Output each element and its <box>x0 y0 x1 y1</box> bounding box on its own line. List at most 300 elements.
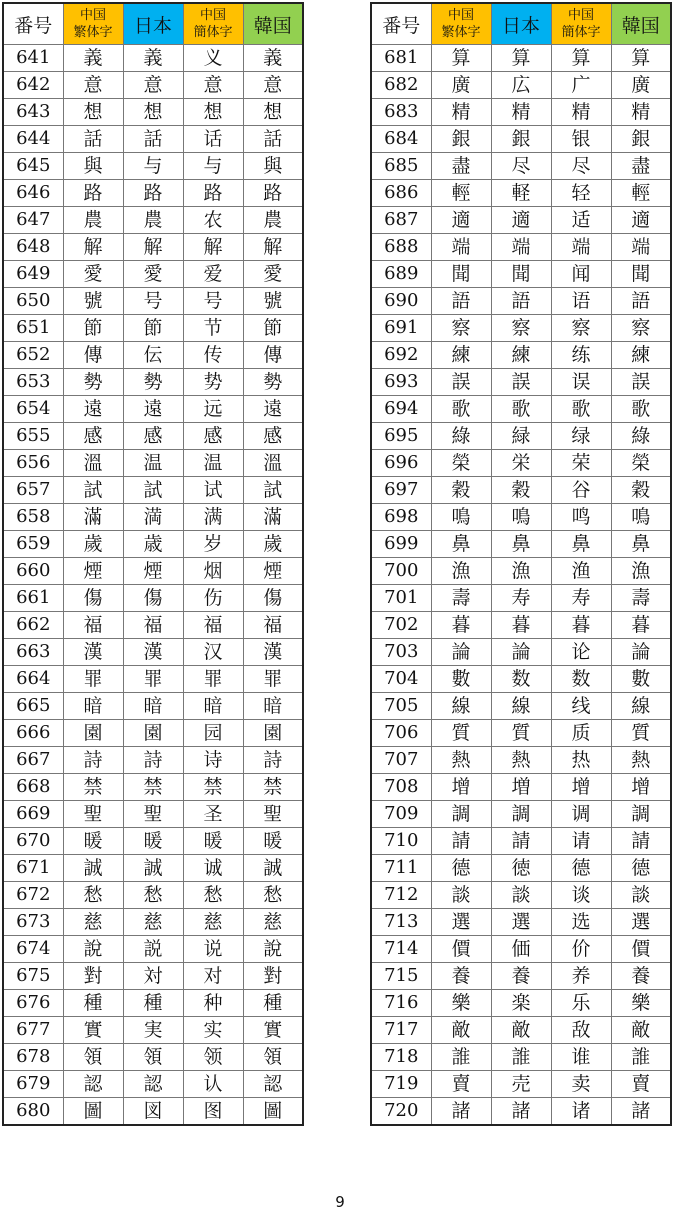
cell-japanese: 愛 <box>123 261 183 288</box>
cell-chinese-traditional: 選 <box>431 909 491 936</box>
cell-chinese-traditional: 盡 <box>431 153 491 180</box>
table-row <box>371 261 671 288</box>
cell-chinese-traditional: 廣 <box>431 72 491 99</box>
cell-number: 676 <box>3 990 63 1017</box>
cell-number: 717 <box>371 1017 431 1044</box>
header-korean: 韓国 <box>243 3 303 45</box>
cell-japanese: 広 <box>491 72 551 99</box>
cell-number: 654 <box>3 396 63 423</box>
cell-chinese-simplified: 卖 <box>551 1071 611 1098</box>
header-line: 中国 <box>79 8 106 23</box>
cell-japanese: 請 <box>491 828 551 855</box>
table-row <box>3 612 303 639</box>
cell-korean: 煙 <box>243 558 303 585</box>
cell-japanese: 遠 <box>123 396 183 423</box>
cell-chinese-traditional: 穀 <box>431 477 491 504</box>
cell-number: 647 <box>3 207 63 234</box>
cell-japanese: 売 <box>491 1071 551 1098</box>
cell-chinese-traditional: 談 <box>431 882 491 909</box>
cell-chinese-simplified: 汉 <box>183 639 243 666</box>
cell-korean: 詩 <box>243 747 303 774</box>
cell-chinese-simplified: 论 <box>551 639 611 666</box>
header-line: 中国 <box>199 8 226 23</box>
table-row <box>3 153 303 180</box>
cell-korean: 增 <box>611 774 671 801</box>
header-chinese-traditional <box>431 3 491 45</box>
cell-chinese-simplified: 绿 <box>551 423 611 450</box>
cell-chinese-traditional: 慈 <box>63 909 123 936</box>
cell-number: 664 <box>3 666 63 693</box>
cell-chinese-simplified: 尽 <box>551 153 611 180</box>
cell-number: 682 <box>371 72 431 99</box>
kanji-table-left <box>2 2 304 1126</box>
table-row <box>3 261 303 288</box>
cell-japanese: 慈 <box>123 909 183 936</box>
cell-chinese-traditional: 榮 <box>431 450 491 477</box>
cell-chinese-traditional: 壽 <box>431 585 491 612</box>
cell-chinese-simplified: 诚 <box>183 855 243 882</box>
cell-chinese-traditional: 鳴 <box>431 504 491 531</box>
cell-chinese-traditional: 賣 <box>431 1071 491 1098</box>
cell-japanese: 誠 <box>123 855 183 882</box>
cell-number: 669 <box>3 801 63 828</box>
table-row <box>3 45 303 72</box>
cell-chinese-traditional: 養 <box>431 963 491 990</box>
cell-chinese-simplified: 养 <box>551 963 611 990</box>
table-row <box>3 1017 303 1044</box>
cell-number: 697 <box>371 477 431 504</box>
table-row <box>371 234 671 261</box>
cell-korean: 暗 <box>243 693 303 720</box>
cell-japanese: 話 <box>123 126 183 153</box>
header-line: 中国 <box>567 8 594 23</box>
cell-chinese-simplified: 诸 <box>551 1098 611 1126</box>
cell-chinese-traditional: 暗 <box>63 693 123 720</box>
cell-chinese-simplified: 算 <box>551 45 611 72</box>
cell-chinese-traditional: 精 <box>431 99 491 126</box>
cell-number: 718 <box>371 1044 431 1071</box>
cell-number: 666 <box>3 720 63 747</box>
cell-chinese-simplified: 节 <box>183 315 243 342</box>
table-row <box>3 801 303 828</box>
cell-korean: 傷 <box>243 585 303 612</box>
cell-japanese: 調 <box>491 801 551 828</box>
table-row <box>3 315 303 342</box>
cell-korean: 輕 <box>611 180 671 207</box>
cell-japanese: 路 <box>123 180 183 207</box>
cell-korean: 誰 <box>611 1044 671 1071</box>
cell-chinese-simplified: 福 <box>183 612 243 639</box>
cell-japanese: 満 <box>123 504 183 531</box>
cell-chinese-simplified: 闻 <box>551 261 611 288</box>
cell-chinese-simplified: 号 <box>183 288 243 315</box>
cell-chinese-simplified: 暗 <box>183 693 243 720</box>
cell-number: 658 <box>3 504 63 531</box>
cell-number: 689 <box>371 261 431 288</box>
cell-number: 645 <box>3 153 63 180</box>
table-row <box>3 396 303 423</box>
cell-chinese-traditional: 遠 <box>63 396 123 423</box>
cell-japanese: 精 <box>491 99 551 126</box>
cell-chinese-traditional: 鼻 <box>431 531 491 558</box>
cell-korean: 質 <box>611 720 671 747</box>
cell-chinese-simplified: 愁 <box>183 882 243 909</box>
cell-korean: 線 <box>611 693 671 720</box>
cell-korean: 端 <box>611 234 671 261</box>
cell-chinese-traditional: 線 <box>431 693 491 720</box>
cell-chinese-simplified: 路 <box>183 180 243 207</box>
cell-japanese: 聞 <box>491 261 551 288</box>
cell-japanese: 選 <box>491 909 551 936</box>
cell-chinese-traditional: 語 <box>431 288 491 315</box>
cell-japanese: 端 <box>491 234 551 261</box>
cell-korean: 請 <box>611 828 671 855</box>
cell-chinese-simplified: 请 <box>551 828 611 855</box>
cell-number: 677 <box>3 1017 63 1044</box>
cell-chinese-traditional: 論 <box>431 639 491 666</box>
cell-japanese: 漁 <box>491 558 551 585</box>
table-row <box>371 882 671 909</box>
cell-korean: 勢 <box>243 369 303 396</box>
cell-number: 679 <box>3 1071 63 1098</box>
cell-japanese: 緑 <box>491 423 551 450</box>
cell-chinese-simplified: 爱 <box>183 261 243 288</box>
table-row <box>371 99 671 126</box>
table-row <box>371 666 671 693</box>
cell-chinese-simplified: 与 <box>183 153 243 180</box>
cell-number: 712 <box>371 882 431 909</box>
cell-korean: 綠 <box>611 423 671 450</box>
cell-japanese: 熱 <box>491 747 551 774</box>
cell-number: 680 <box>3 1098 63 1126</box>
table-row <box>3 720 303 747</box>
cell-chinese-simplified: 农 <box>183 207 243 234</box>
cell-japanese: 暗 <box>123 693 183 720</box>
cell-chinese-traditional: 暖 <box>63 828 123 855</box>
table-row <box>371 1098 671 1126</box>
cell-chinese-simplified: 诗 <box>183 747 243 774</box>
cell-japanese: 義 <box>123 45 183 72</box>
table-row <box>3 99 303 126</box>
cell-korean: 試 <box>243 477 303 504</box>
cell-chinese-simplified: 适 <box>551 207 611 234</box>
cell-korean: 適 <box>611 207 671 234</box>
cell-korean: 歌 <box>611 396 671 423</box>
cell-number: 644 <box>3 126 63 153</box>
table-row <box>371 828 671 855</box>
cell-number: 681 <box>371 45 431 72</box>
table-row <box>3 72 303 99</box>
cell-chinese-simplified: 领 <box>183 1044 243 1071</box>
cell-korean: 傳 <box>243 342 303 369</box>
cell-korean: 選 <box>611 909 671 936</box>
table-row <box>371 747 671 774</box>
cell-korean: 對 <box>243 963 303 990</box>
cell-chinese-simplified: 传 <box>183 342 243 369</box>
cell-korean: 廣 <box>611 72 671 99</box>
cell-chinese-simplified: 寿 <box>551 585 611 612</box>
table-row <box>371 909 671 936</box>
cell-korean: 養 <box>611 963 671 990</box>
cell-japanese: 寿 <box>491 585 551 612</box>
cell-chinese-simplified: 线 <box>551 693 611 720</box>
cell-korean: 榮 <box>611 450 671 477</box>
cell-chinese-simplified: 鸣 <box>551 504 611 531</box>
cell-japanese: 諸 <box>491 1098 551 1126</box>
cell-number: 703 <box>371 639 431 666</box>
table-row <box>3 585 303 612</box>
cell-chinese-traditional: 數 <box>431 666 491 693</box>
table-row <box>371 720 671 747</box>
cell-chinese-traditional: 暮 <box>431 612 491 639</box>
header-japanese: 日本 <box>491 3 551 45</box>
table-row <box>3 423 303 450</box>
cell-number: 668 <box>3 774 63 801</box>
cell-korean: 話 <box>243 126 303 153</box>
cell-chinese-simplified: 精 <box>551 99 611 126</box>
cell-japanese: 漢 <box>123 639 183 666</box>
cell-korean: 德 <box>611 855 671 882</box>
cell-chinese-traditional: 德 <box>431 855 491 882</box>
table-row <box>3 1044 303 1071</box>
cell-japanese: 穀 <box>491 477 551 504</box>
cell-japanese: 傷 <box>123 585 183 612</box>
cell-number: 708 <box>371 774 431 801</box>
cell-japanese: 領 <box>123 1044 183 1071</box>
header-chinese-traditional <box>63 3 123 45</box>
cell-japanese: 号 <box>123 288 183 315</box>
cell-chinese-simplified: 话 <box>183 126 243 153</box>
cell-chinese-traditional: 溫 <box>63 450 123 477</box>
cell-chinese-simplified: 谁 <box>551 1044 611 1071</box>
table-row <box>3 1071 303 1098</box>
cell-chinese-simplified: 认 <box>183 1071 243 1098</box>
cell-japanese: 愁 <box>123 882 183 909</box>
cell-chinese-traditional: 價 <box>431 936 491 963</box>
cell-chinese-simplified: 广 <box>551 72 611 99</box>
cell-korean: 歲 <box>243 531 303 558</box>
cell-korean: 樂 <box>611 990 671 1017</box>
table-row <box>371 477 671 504</box>
cell-chinese-traditional: 認 <box>63 1071 123 1098</box>
cell-number: 713 <box>371 909 431 936</box>
cell-korean: 愁 <box>243 882 303 909</box>
cell-chinese-simplified: 慈 <box>183 909 243 936</box>
cell-chinese-traditional: 解 <box>63 234 123 261</box>
cell-number: 646 <box>3 180 63 207</box>
table-row <box>3 639 303 666</box>
cell-number: 665 <box>3 693 63 720</box>
cell-chinese-simplified: 质 <box>551 720 611 747</box>
cell-number: 700 <box>371 558 431 585</box>
table-row <box>3 828 303 855</box>
cell-number: 673 <box>3 909 63 936</box>
cell-korean: 練 <box>611 342 671 369</box>
table-row <box>3 369 303 396</box>
header-line: 繁体字 <box>73 25 113 40</box>
cell-chinese-simplified: 暮 <box>551 612 611 639</box>
cell-chinese-simplified: 图 <box>183 1098 243 1126</box>
table-row <box>371 315 671 342</box>
cell-chinese-traditional: 傳 <box>63 342 123 369</box>
cell-japanese: 軽 <box>491 180 551 207</box>
cell-chinese-traditional: 調 <box>431 801 491 828</box>
cell-number: 642 <box>3 72 63 99</box>
cell-japanese: 伝 <box>123 342 183 369</box>
cell-chinese-simplified: 谈 <box>551 882 611 909</box>
cell-chinese-traditional: 罪 <box>63 666 123 693</box>
cell-number: 652 <box>3 342 63 369</box>
cell-japanese: 鼻 <box>491 531 551 558</box>
cell-number: 711 <box>371 855 431 882</box>
cell-number: 641 <box>3 45 63 72</box>
table-row <box>371 558 671 585</box>
cell-chinese-traditional: 園 <box>63 720 123 747</box>
cell-chinese-simplified: 调 <box>551 801 611 828</box>
cell-chinese-simplified: 谷 <box>551 477 611 504</box>
cell-chinese-simplified: 园 <box>183 720 243 747</box>
cell-korean: 論 <box>611 639 671 666</box>
cell-korean: 壽 <box>611 585 671 612</box>
cell-chinese-simplified: 满 <box>183 504 243 531</box>
cell-korean: 穀 <box>611 477 671 504</box>
cell-chinese-traditional: 福 <box>63 612 123 639</box>
cell-chinese-simplified: 数 <box>551 666 611 693</box>
cell-chinese-traditional: 適 <box>431 207 491 234</box>
cell-korean: 遠 <box>243 396 303 423</box>
cell-chinese-traditional: 敵 <box>431 1017 491 1044</box>
table-row <box>3 234 303 261</box>
cell-korean: 漢 <box>243 639 303 666</box>
cell-number: 695 <box>371 423 431 450</box>
cell-japanese: 練 <box>491 342 551 369</box>
cell-number: 648 <box>3 234 63 261</box>
cell-chinese-traditional: 煙 <box>63 558 123 585</box>
cell-chinese-traditional: 禁 <box>63 774 123 801</box>
cell-chinese-simplified: 端 <box>551 234 611 261</box>
cell-chinese-traditional: 實 <box>63 1017 123 1044</box>
cell-japanese: 歳 <box>123 531 183 558</box>
cell-number: 661 <box>3 585 63 612</box>
cell-korean: 盡 <box>611 153 671 180</box>
cell-chinese-traditional: 諸 <box>431 1098 491 1126</box>
cell-chinese-traditional: 傷 <box>63 585 123 612</box>
cell-chinese-simplified: 德 <box>551 855 611 882</box>
cell-japanese: 誰 <box>491 1044 551 1071</box>
cell-japanese: 徳 <box>491 855 551 882</box>
cell-korean: 察 <box>611 315 671 342</box>
table-row <box>371 639 671 666</box>
table-header-row <box>3 3 303 45</box>
cell-chinese-simplified: 热 <box>551 747 611 774</box>
table-row <box>371 450 671 477</box>
table-row <box>371 855 671 882</box>
cell-chinese-traditional: 聖 <box>63 801 123 828</box>
table-row <box>3 1098 303 1126</box>
cell-number: 659 <box>3 531 63 558</box>
cell-chinese-simplified: 岁 <box>183 531 243 558</box>
cell-number: 702 <box>371 612 431 639</box>
table-row <box>3 531 303 558</box>
cell-number: 657 <box>3 477 63 504</box>
cell-number: 696 <box>371 450 431 477</box>
cell-japanese: 尽 <box>491 153 551 180</box>
header-number: 番号 <box>371 3 431 45</box>
cell-chinese-traditional: 熱 <box>431 747 491 774</box>
cell-japanese: 実 <box>123 1017 183 1044</box>
table-row <box>371 1017 671 1044</box>
cell-number: 691 <box>371 315 431 342</box>
cell-korean: 暮 <box>611 612 671 639</box>
cell-japanese: 察 <box>491 315 551 342</box>
cell-korean: 解 <box>243 234 303 261</box>
cell-korean: 暖 <box>243 828 303 855</box>
header-korean: 韓国 <box>611 3 671 45</box>
cell-japanese: 認 <box>123 1071 183 1098</box>
cell-japanese: 適 <box>491 207 551 234</box>
table-row <box>371 153 671 180</box>
cell-japanese: 楽 <box>491 990 551 1017</box>
cell-korean: 義 <box>243 45 303 72</box>
cell-japanese: 対 <box>123 963 183 990</box>
cell-number: 720 <box>371 1098 431 1126</box>
table-row <box>3 774 303 801</box>
cell-number: 660 <box>3 558 63 585</box>
header-chinese-simplified <box>551 3 611 45</box>
cell-chinese-simplified: 察 <box>551 315 611 342</box>
cell-japanese: 誤 <box>491 369 551 396</box>
cell-korean: 諸 <box>611 1098 671 1126</box>
cell-korean: 路 <box>243 180 303 207</box>
cell-korean: 與 <box>243 153 303 180</box>
cell-japanese: 価 <box>491 936 551 963</box>
cell-japanese: 禁 <box>123 774 183 801</box>
cell-japanese: 温 <box>123 450 183 477</box>
table-row <box>3 963 303 990</box>
table-row <box>371 963 671 990</box>
table-row <box>371 126 671 153</box>
cell-chinese-traditional: 歌 <box>431 396 491 423</box>
cell-korean: 感 <box>243 423 303 450</box>
cell-japanese: 養 <box>491 963 551 990</box>
cell-chinese-simplified: 试 <box>183 477 243 504</box>
table-body <box>371 45 671 1126</box>
table-row <box>371 585 671 612</box>
header-line: 簡体字 <box>561 25 601 40</box>
cell-korean: 數 <box>611 666 671 693</box>
table-row <box>3 180 303 207</box>
cell-chinese-traditional: 想 <box>63 99 123 126</box>
table-row <box>371 801 671 828</box>
cell-number: 716 <box>371 990 431 1017</box>
cell-chinese-traditional: 歲 <box>63 531 123 558</box>
header-number: 番号 <box>3 3 63 45</box>
cell-chinese-simplified: 说 <box>183 936 243 963</box>
cell-chinese-traditional: 詩 <box>63 747 123 774</box>
table-row <box>371 72 671 99</box>
cell-japanese: 算 <box>491 45 551 72</box>
cell-number: 683 <box>371 99 431 126</box>
cell-number: 699 <box>371 531 431 558</box>
cell-chinese-traditional: 話 <box>63 126 123 153</box>
cell-number: 709 <box>371 801 431 828</box>
table-row <box>371 1044 671 1071</box>
cell-japanese: 鳴 <box>491 504 551 531</box>
cell-chinese-traditional: 端 <box>431 234 491 261</box>
cell-number: 704 <box>371 666 431 693</box>
cell-japanese: 談 <box>491 882 551 909</box>
cell-chinese-traditional: 愁 <box>63 882 123 909</box>
